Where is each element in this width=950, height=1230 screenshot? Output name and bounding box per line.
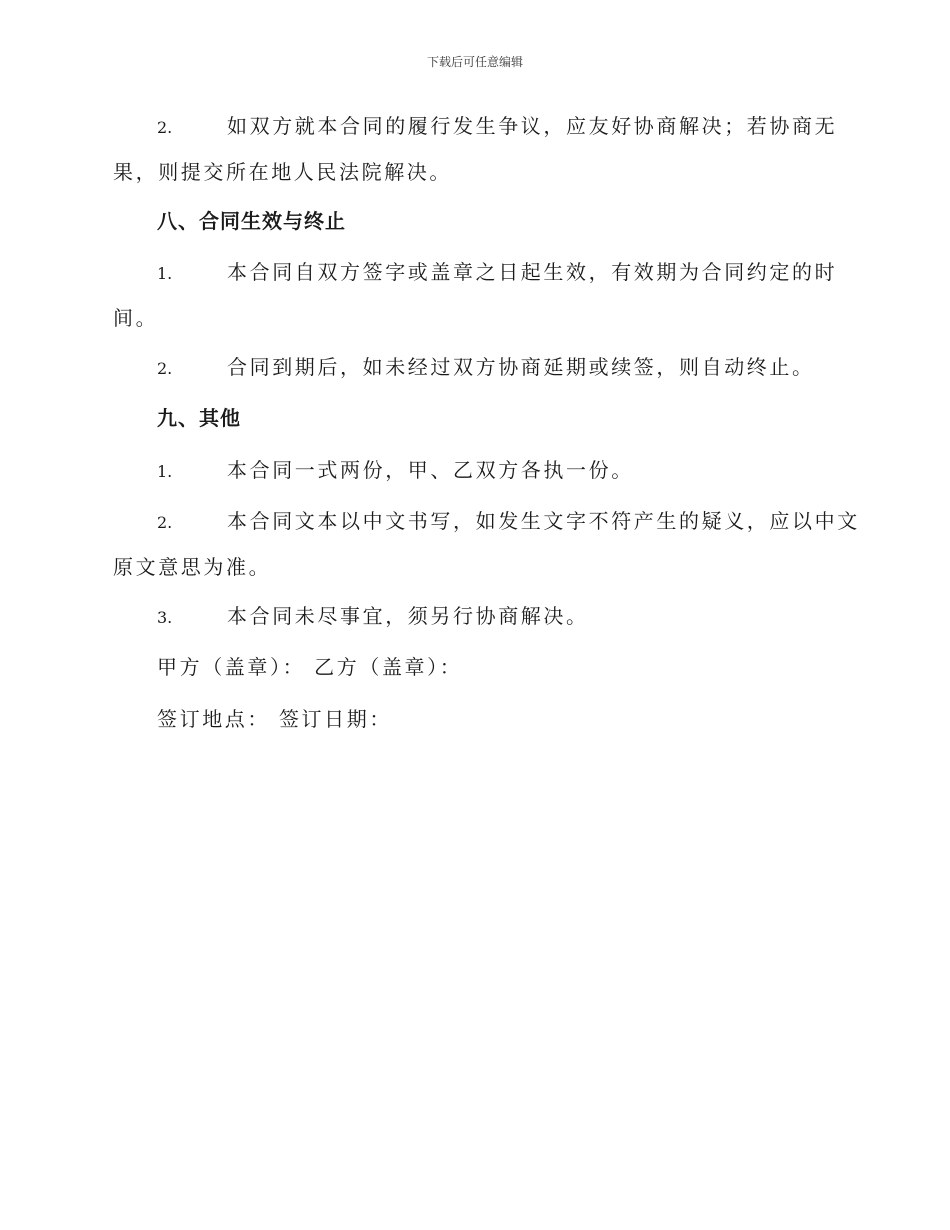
clause-text-continued: 间。	[113, 306, 159, 330]
clause-text: 合同到期后，如未经过双方协商延期或续签，则自动终止。	[227, 355, 815, 379]
section-heading-8: 八、合同生效与终止	[157, 209, 346, 233]
section-heading-9: 九、其他	[157, 406, 241, 430]
clause-9-2	[113, 499, 860, 589]
clause-text-continued: 果，则提交所在地人民法院解决。	[113, 160, 452, 184]
page-header: 下载后可任意编辑	[426, 55, 523, 69]
clause-9-3	[113, 594, 835, 640]
signature-parties: 甲方（盖章）： 乙方（盖章）：	[157, 655, 463, 679]
clause-number: 1.	[157, 264, 173, 283]
clause-text: 如双方就本合同的履行发生争议，应友好协商解决；若协商无	[227, 114, 838, 138]
clause-number: 2.	[157, 513, 173, 532]
clause-7-2	[113, 104, 838, 194]
clause-text: 本合同未尽事宜，须另行协商解决。	[227, 604, 589, 628]
clause-number: 1.	[157, 462, 173, 481]
clause-number: 3.	[157, 608, 173, 627]
clause-number: 2.	[157, 359, 173, 378]
clause-8-1	[113, 250, 838, 340]
clause-text: 本合同文本以中文书写，如发生文字不符产生的疑义，应以中文	[227, 509, 860, 533]
clause-text-continued: 原文意思为准。	[113, 555, 272, 579]
clause-number: 2.	[157, 118, 173, 137]
clause-9-1	[113, 448, 835, 494]
clause-text: 本合同自双方签字或盖章之日起生效，有效期为合同约定的时	[227, 260, 838, 284]
signature-place-date: 签订地点： 签订日期：	[157, 707, 392, 731]
clause-8-2	[113, 345, 835, 391]
clause-text: 本合同一式两份，甲、乙双方各执一份。	[227, 458, 634, 482]
